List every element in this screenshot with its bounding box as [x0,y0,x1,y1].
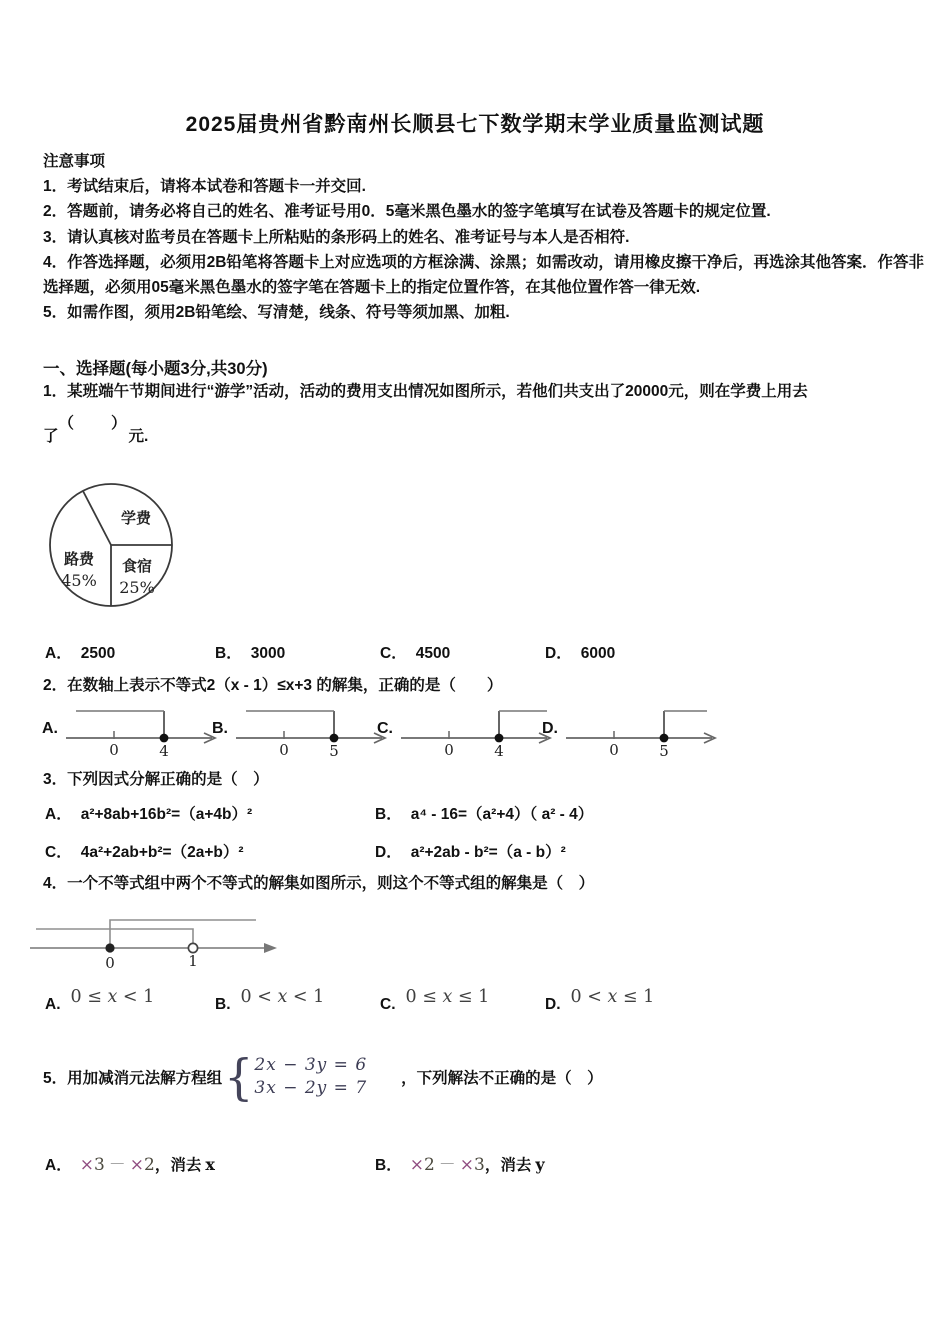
q2-d-zero: 0 [609,741,619,758]
q3-option-b [375,802,593,824]
q4-c-var: x [442,987,453,1007]
question-3-text: 3．下列因式分解正确的是（ ） [43,771,269,788]
q5-options-row [0,1150,950,1184]
pie-chart-svg [42,476,184,616]
q1-option-d [545,641,615,663]
q1-option-b-letter: B． [215,645,242,662]
q3-options-row-2 [0,840,950,874]
notice-item-1: 1．考试结束后，请将本试卷和答题卡一并交回. [43,178,366,196]
q4-option-c [380,987,490,1014]
q3-options-row-1 [0,802,950,836]
q5-b-mul1: × [409,1155,424,1175]
question-5-line [43,1040,603,1114]
notice-item-5: 5．如需作图，须用2B铅笔绘、写清楚，线条、符号等须加黑、加粗. [43,304,510,322]
q2-figure-b [212,698,392,758]
q4-b-v2: < 1 [292,987,325,1007]
q1-option-c-letter: C． [380,645,407,662]
pie-label-lodging: 食宿 [121,558,153,575]
q1-options-row [0,641,950,675]
q2-c-zero: 0 [444,741,454,758]
q5-equation-2: 3x − 2y = 7 [254,1078,368,1098]
q4-d-v2: ≤ 1 [622,987,655,1007]
q4-option-c-value [406,987,490,1007]
q5-text-pre: 5．用加减消元法解方程组 [43,1070,223,1087]
q5-option-b [375,1150,545,1175]
q4-number-line [28,896,288,974]
q1-answer-blank: （ ） [58,415,129,432]
pie-divider-upleft [83,491,111,545]
number-line-d [562,698,722,758]
q3-option-d [375,840,566,862]
q4-axis-zero: 0 [105,954,115,972]
q5-a-mul1: × [79,1155,94,1175]
q2-figure-b-letter: B. [212,720,228,737]
q3-option-a-letter: A． [45,806,72,823]
question-1-continuation [43,415,149,446]
q1-option-a [45,641,115,663]
pie-label-tuition: 学费 [120,510,152,527]
q3-option-d-value: a²+2ab - b²=（a - b）² [410,844,566,861]
q2-figure-a-letter: A. [42,720,58,737]
q4-option-a [45,987,155,1014]
q5-a-dash: － [108,1155,126,1175]
q4-d-v1: 0 < [570,987,602,1007]
q4-option-d-letter: D. [545,996,561,1013]
q5-a-tail: ，消去 [154,1157,202,1174]
notice-block [43,149,925,325]
q5-b-dash: － [438,1155,456,1175]
q1-cont-post: 元. [128,428,149,445]
q5-equation-1: 2x − 3y = 6 [254,1055,368,1075]
q2-c-point: 4 [494,742,504,758]
q5-a-num1: 3 [93,1155,105,1175]
q5-a-mul2: × [129,1155,145,1175]
q4-b-v1: 0 < [240,987,272,1007]
q4-option-a-letter: A. [45,996,61,1013]
q2-b-zero: 0 [279,741,289,758]
q4-c-v1: 0 ≤ [405,987,437,1007]
q2-figure-c-letter: C. [377,720,393,737]
notice-heading: 注意事项 [43,153,106,170]
q3-option-a [45,802,252,824]
section-1-heading: 一、选择题(每小题3分,共30分) [43,360,268,378]
q5-equation-system [254,1054,367,1100]
q1-option-b-value: 3000 [250,645,286,662]
closed-dot [105,943,114,952]
q4-option-b [215,987,325,1014]
question-2-text: 2．在数轴上表示不等式2（x - 1）≤x+3 的解集，正确的是（ ） [43,677,503,694]
notice-item-4: 4．作答选择题，必须用2B铅笔将答题卡上对应选项的方框涂满、涂黑；如需改动，请用橡皮擦干净后，再选涂其他答案．作答非选择题，必须用05毫米黑色墨水的签字笔在答题卡上的指定位置作答，在其他位置作答一律无效. [43,253,924,297]
q1-option-d-value: 6000 [580,645,616,662]
q4-a-var: x [107,987,118,1007]
q4-figure [28,896,288,979]
notice-item-2: 2．答题前，请务必将自己的姓名、准考证号用0．5毫米黑色墨水的签字笔填写在试卷及答题卡的规定位置. [43,203,771,221]
q2-figure-d-letter: D. [542,720,558,737]
q4-option-a-value [71,987,155,1007]
system-brace: { [224,1048,254,1106]
q5-option-a [45,1150,215,1175]
q5-a-var: x [205,1155,215,1174]
q4-option-d [545,987,655,1014]
q5-text-post: ，下列解法不正确的是（ ） [401,1070,603,1087]
q4-axis-one: 1 [188,952,198,970]
number-line-b [232,698,392,758]
q2-figure-a [42,698,222,758]
q3-option-b-value: a⁴ - 16=（a²+4）（ a² - 4） [410,806,594,823]
pie-pct-lodging: 25% [119,578,155,597]
q1-option-c-value: 4500 [415,645,451,662]
q4-option-b-value [241,987,325,1007]
q2-b-point: 5 [329,742,339,758]
pie-pct-travel: 45% [61,571,97,590]
q2-figure-c [377,698,557,758]
q3-option-b-letter: B． [375,806,402,823]
q4-b-var: x [277,987,288,1007]
q5-b-tail: ，消去 [484,1157,532,1174]
q4-option-c-letter: C. [380,996,396,1013]
q5-option-a-letter: A． [45,1157,72,1174]
q2-a-zero: 0 [109,741,119,758]
q3-option-c [45,840,244,862]
q4-d-var: x [607,987,618,1007]
notice-item-3: 3．请认真核对监考员在答题卡上所粘贴的条形码上的姓名、准考证号与本人是否相符. [43,228,630,246]
q2-figure-d [542,698,722,758]
number-line-a [62,698,222,758]
pie-label-travel: 路费 [63,551,95,568]
number-line-c [397,698,557,758]
q1-option-b [215,641,285,663]
q1-option-c [380,641,450,663]
q5-b-num1: 2 [423,1155,435,1175]
q3-option-d-letter: D． [375,844,402,861]
q4-a-v2: < 1 [122,987,155,1007]
q5-option-b-expression [410,1155,485,1175]
q5-b-num2: 3 [474,1155,485,1175]
q5-b-var: y [535,1155,545,1174]
q1-option-a-letter: A． [45,645,72,662]
q5-option-b-letter: B． [375,1157,402,1174]
question-4-text: 4．一个不等式组中两个不等式的解集如图所示，则这个不等式组的解集是（ ） [43,875,595,892]
q4-c-v2: ≤ 1 [457,987,490,1007]
q4-option-b-letter: B. [215,996,231,1013]
q5-option-a-expression [80,1155,155,1175]
q1-cont-pre: 了 [43,428,59,445]
q5-b-mul2: × [459,1155,475,1175]
page-title: 2025届贵州省黔南州长顺县七下数学期末学业质量监测试题 [185,113,765,136]
q4-options-row [0,987,950,1028]
q1-option-a-value: 2500 [80,645,116,662]
q4-option-d-value [571,987,655,1007]
q2-figures-row [0,698,950,760]
q1-option-d-letter: D． [545,645,572,662]
q2-a-point: 4 [159,742,169,758]
q5-a-num2: 2 [144,1155,155,1175]
q3-option-c-value: 4a²+2ab+b²=（2a+b）² [80,844,244,861]
q3-option-c-letter: C． [45,844,72,861]
q3-option-a-value: a²+8ab+16b²=（a+4b）² [80,806,253,823]
arrow-right-icon [264,943,277,953]
q4-a-v1: 0 ≤ [70,987,102,1007]
q2-d-point: 5 [659,742,669,758]
question-1-text: 1．某班端午节期间进行“游学”活动，活动的费用支出情况如图所示，若他们共支出了20000元，则在学费上用去 [43,383,808,400]
pie-chart [42,476,184,621]
